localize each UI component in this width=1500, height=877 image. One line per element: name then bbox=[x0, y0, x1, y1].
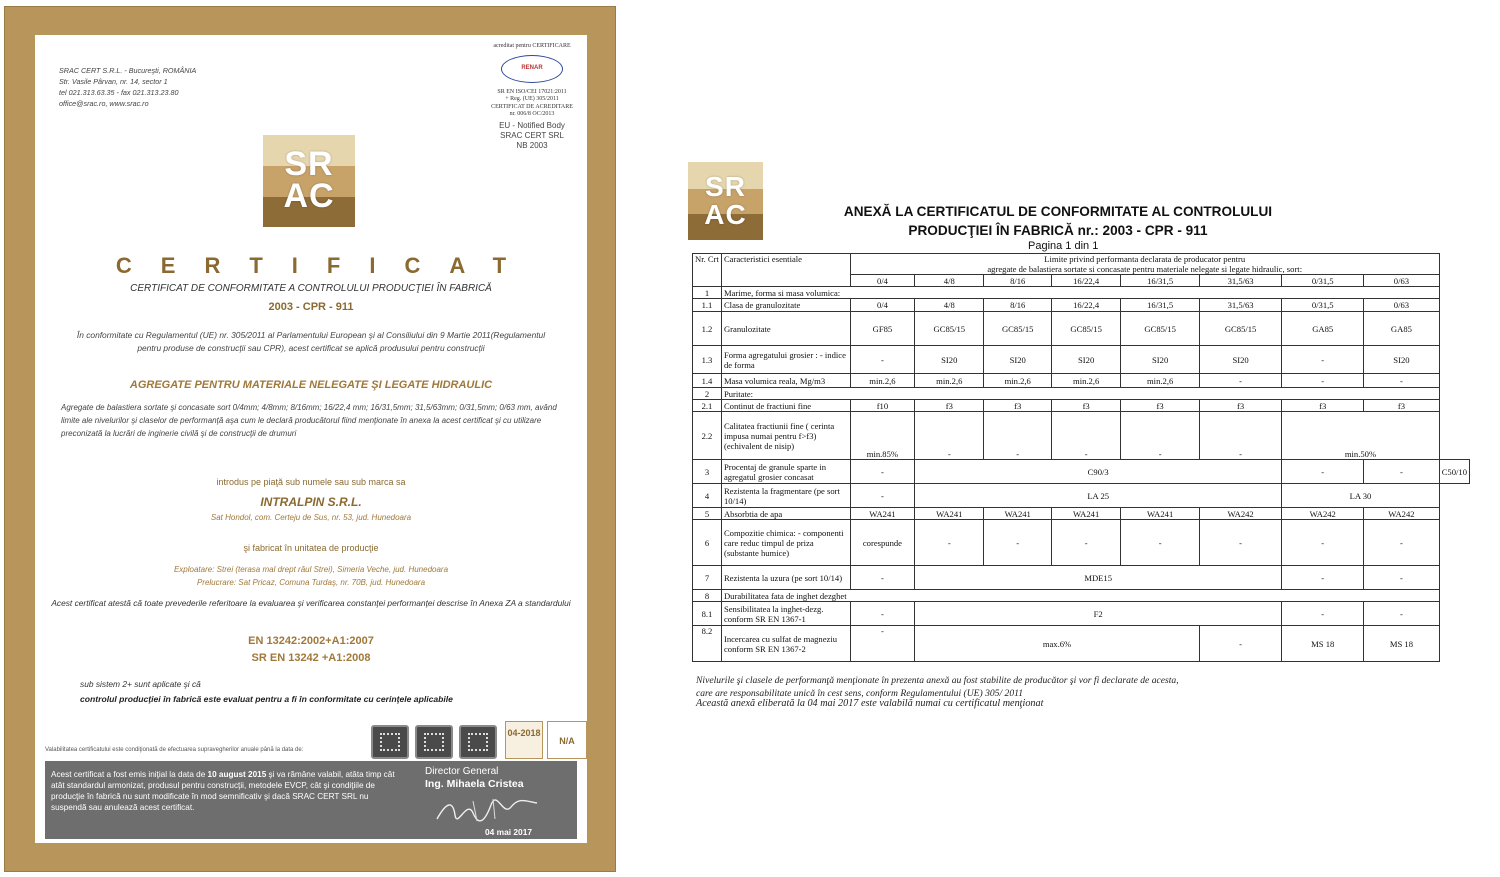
srac-logo-bottom: AC bbox=[704, 199, 747, 230]
table-cell: WA242 bbox=[1364, 508, 1440, 520]
table-cell: f10 bbox=[850, 400, 914, 412]
srac-logo bbox=[263, 135, 355, 227]
accreditation-line: CERTIFICAT DE ACREDITARE bbox=[491, 103, 573, 110]
table-cell: SI20 bbox=[1121, 346, 1200, 374]
table-cell: WA242 bbox=[1282, 508, 1364, 520]
table-cell: F2 bbox=[915, 602, 1282, 626]
issue-panel bbox=[45, 761, 577, 839]
introduced-text: introdus pe piaţă sub numele sau sub marca sa bbox=[216, 477, 406, 487]
row-characteristic: Rezistenta la uzura (pe sort 10/14) bbox=[721, 566, 850, 590]
renar-logo-text: RENAR bbox=[521, 64, 543, 71]
table-row bbox=[693, 299, 1470, 312]
table-cell: f3 bbox=[1282, 400, 1364, 412]
table-cell: GC85/15 bbox=[915, 312, 984, 346]
table-row bbox=[693, 400, 1470, 412]
validity-date-box: 04-2018 bbox=[505, 721, 543, 759]
table-cell: GC85/15 bbox=[1051, 312, 1120, 346]
row-characteristic: Clasa de granulozitate bbox=[721, 299, 850, 312]
table-cell: WA241 bbox=[1051, 508, 1120, 520]
table-cell: f3 bbox=[1051, 400, 1120, 412]
accreditation-line: nr. 006/8 OC/2013 bbox=[509, 111, 555, 117]
srac-logo-top: SR bbox=[284, 145, 334, 183]
row-characteristic: Calitatea fractiunii fine ( cerinta impusa numai pentru f>f3) (echivalent de nisip) bbox=[721, 412, 850, 460]
sort-header: 16/31,5 bbox=[1121, 275, 1200, 287]
table-cell: - bbox=[1364, 520, 1440, 566]
sort-header: 0/63 bbox=[1364, 275, 1440, 287]
notified-body-line: SRAC CERT SRL bbox=[500, 130, 564, 140]
footnote-line: care are responsabilitate unică în cest sens, conform Regulamentului (UE) 305/ 2011 bbox=[696, 688, 1024, 699]
table-cell: C90/3 bbox=[915, 460, 1282, 484]
issue-text bbox=[51, 769, 401, 813]
table-cell: - bbox=[1282, 460, 1364, 484]
table-cell: GF85 bbox=[850, 312, 914, 346]
table-row bbox=[693, 520, 1470, 566]
issuer-line: tel 021.313.63.35 - fax 021.313.23.80 bbox=[59, 88, 179, 97]
exploitation-line: Exploatare: Strei (terasa mal drept râul Strei), Simeria Veche, jud. Hunedoara bbox=[173, 565, 449, 574]
certificate-number: 2003 - CPR - 911 bbox=[268, 301, 354, 313]
issuer-address bbox=[59, 65, 196, 109]
signature-icon bbox=[433, 795, 541, 825]
annex-title bbox=[788, 202, 1328, 240]
issue-date: 10 august 2015 bbox=[207, 770, 267, 779]
row-number: 3 bbox=[693, 460, 722, 484]
page-number: Pagina 1 din 1 bbox=[1028, 240, 1099, 252]
table-cell: GA85 bbox=[1282, 312, 1364, 346]
table-cell: - bbox=[850, 346, 914, 374]
processing-line: Prelucrare: Sat Pricaz, Comuna Turdaş, nr. 70B, jud. Hunedoara bbox=[196, 578, 426, 587]
table-cell: WA241 bbox=[984, 508, 1052, 520]
row-characteristic: Compozitie chimica: - componenti care reduc timpul de priza (substante humice) bbox=[721, 520, 850, 566]
table-row bbox=[693, 590, 1470, 602]
table-cell: f3 bbox=[984, 400, 1052, 412]
table-cell: - bbox=[984, 520, 1052, 566]
table-row bbox=[693, 388, 1470, 400]
table-cell: - bbox=[1282, 346, 1364, 374]
table-cell: min.2,6 bbox=[915, 374, 984, 388]
table-cell: - bbox=[1199, 374, 1281, 388]
table-cell: - bbox=[850, 484, 914, 508]
row-characteristic: Puritate: bbox=[721, 388, 1439, 400]
row-number: 8 bbox=[693, 590, 722, 602]
table-cell: 4/8 bbox=[915, 299, 984, 312]
table-cell: - bbox=[915, 520, 984, 566]
row-number: 2.1 bbox=[693, 400, 722, 412]
srac-logo-top: SR bbox=[705, 171, 746, 202]
table-cell: - bbox=[850, 602, 914, 626]
subsystem-text: sub sistem 2+ sunt aplicate şi că bbox=[80, 679, 201, 689]
table-cell: 0/4 bbox=[850, 299, 914, 312]
table-cell: SI20 bbox=[1199, 346, 1281, 374]
table-cell: - bbox=[1282, 520, 1364, 566]
table-cell: 8/16 bbox=[984, 299, 1052, 312]
table-cell: - bbox=[1282, 566, 1364, 590]
table-cell: f3 bbox=[1121, 400, 1200, 412]
table-row bbox=[693, 312, 1470, 346]
table-cell: SI20 bbox=[1364, 346, 1440, 374]
table-cell: min.2,6 bbox=[1051, 374, 1120, 388]
row-characteristic: Marime, forma si masa volumica: bbox=[721, 287, 1439, 299]
performance-table bbox=[692, 253, 1470, 662]
company-name: INTRALPIN S.R.L. bbox=[260, 495, 362, 509]
certificate-frame bbox=[4, 6, 616, 872]
table-row bbox=[693, 287, 1470, 299]
notified-body bbox=[483, 121, 581, 151]
table-cell: GC85/15 bbox=[1199, 312, 1281, 346]
annex-footnote bbox=[696, 674, 1179, 700]
production-units bbox=[45, 563, 577, 589]
table-cell: WA241 bbox=[850, 508, 914, 520]
table-header-row bbox=[693, 254, 1470, 275]
product-description: Agregate de balastiera sortate şi concasate sort 0/4mm; 4/8mm; 8/16mm; 16/22,4 mm; 16/31,5mm; 31,5/63mm; 0/31,5mm; 0/63 mm, având limite ale nivelurilor şi claselor de performanţă aşa cum le declară producătorul fiind menţionate în anexa la acest certificat şi cu utilizare preconizată la lucrări de inginerie civilă şi de construcţii de drumuri bbox=[61, 403, 557, 438]
table-cell: 31,5/63 bbox=[1199, 299, 1281, 312]
header-limits-line: agregate de balastiera sortate si concasate pentru materiale nelegate si legate hidraulic, sort: bbox=[987, 264, 1303, 274]
conformity-text: În conformitate cu Regulamentul (UE) nr. 305/2011 al Parlamentului European şi al Consiliului din 9 Martie 2011(Regulamentul pentru produse de construcţii sau CPR), acest certificat se aplică produsului pentru construcţii bbox=[76, 330, 546, 353]
standard-line: EN 13242:2002+A1:2007 bbox=[248, 635, 374, 647]
row-number: 1.4 bbox=[693, 374, 722, 388]
row-characteristic: Procentaj de granule sparte in agregatul grosier concasat bbox=[721, 460, 850, 484]
table-cell: MDE15 bbox=[915, 566, 1282, 590]
table-row bbox=[693, 484, 1470, 508]
sort-header: 8/16 bbox=[984, 275, 1052, 287]
sort-header: 0/31,5 bbox=[1282, 275, 1364, 287]
accreditation-line: + Reg. (UE) 305/2011 bbox=[505, 96, 559, 102]
table-cell: min.2,6 bbox=[1121, 374, 1200, 388]
table-cell: 0/63 bbox=[1364, 299, 1440, 312]
issue-text-pre: Acest certificat a fost emis iniţial la data de bbox=[51, 770, 208, 779]
table-row bbox=[693, 460, 1470, 484]
table-cell: C50/10 bbox=[1439, 460, 1469, 484]
row-number: 8.1 bbox=[693, 602, 722, 626]
header-nr: Nr. Crt bbox=[693, 254, 722, 287]
table-cell: - bbox=[915, 412, 984, 460]
table-cell: WA241 bbox=[915, 508, 984, 520]
certificate-subtitle: CERTIFICAT DE CONFORMITATE A CONTROLULUI PRODUCŢIEI ÎN FABRICĂ bbox=[130, 283, 492, 294]
row-number: 6 bbox=[693, 520, 722, 566]
table-cell: SI20 bbox=[1051, 346, 1120, 374]
row-number: 1.2 bbox=[693, 312, 722, 346]
row-characteristic: Incercarea cu sulfat de magneziu conform SR EN 1367-2 bbox=[721, 626, 850, 662]
annex-title-line: ANEXĂ LA CERTIFICATUL DE CONFORMITATE AL CONTROLULUI bbox=[843, 204, 1273, 219]
row-characteristic: Forma agregatului grosier : - indice de forma bbox=[721, 346, 850, 374]
row-characteristic: Sensibilitatea la inghet-dezg. conform SR EN 1367-1 bbox=[721, 602, 850, 626]
table-cell: min.50% bbox=[1282, 412, 1439, 460]
table-row bbox=[693, 626, 1470, 662]
row-characteristic: Durabilitatea fata de inghet dezghet bbox=[721, 590, 1439, 602]
annex-title-line: PRODUCŢIEI ÎN FABRICĂ nr.: 2003 - CPR - 911 bbox=[908, 223, 1208, 238]
row-number: 4 bbox=[693, 484, 722, 508]
row-number: 1.1 bbox=[693, 299, 722, 312]
standard-line: SR EN 13242 +A1:2008 bbox=[251, 652, 371, 664]
table-cell: f3 bbox=[915, 400, 984, 412]
header-limits bbox=[850, 254, 1439, 275]
issue-text-post: şi va rămâne valabil, atâta timp cât atât standardul armonizat, produsul pentru construcţii, metodele EVCP, cât şi condiţiile de producţie în fabrică nu sunt modificate în mod semnificativ şi dacă SRAC CERT SRL nu suspendă sau anulează acest certificat. bbox=[51, 770, 395, 812]
table-cell: 16/31,5 bbox=[1121, 299, 1200, 312]
table-row bbox=[693, 374, 1470, 388]
table-cell: SI20 bbox=[984, 346, 1052, 374]
accreditation-line: SR EN ISO/CEI 17021:2011 bbox=[497, 88, 567, 95]
table-row bbox=[693, 602, 1470, 626]
director-name: Ing. Mihaela Cristea bbox=[425, 778, 524, 790]
table-cell: - bbox=[1199, 412, 1281, 460]
annex-page bbox=[688, 162, 1474, 722]
renar-logo bbox=[501, 55, 563, 83]
issuer-line: SRAC CERT S.R.L. - Bucureşti, ROMÂNIA bbox=[59, 66, 197, 75]
attest-text: Acest certificat atestă că toate prevederile referitoare la evaluarea şi verificarea constanţei performanţei descrise în Anexa ZA a standardului bbox=[51, 598, 571, 608]
row-number: 7 bbox=[693, 566, 722, 590]
table-cell: WA241 bbox=[1121, 508, 1200, 520]
table-row bbox=[693, 346, 1470, 374]
table-cell: WA242 bbox=[1199, 508, 1281, 520]
row-number: 1 bbox=[693, 287, 722, 299]
seal-icon bbox=[371, 725, 409, 759]
table-row bbox=[693, 412, 1470, 460]
srac-logo-bottom: AC bbox=[283, 177, 335, 215]
table-cell: - bbox=[1199, 520, 1281, 566]
table-cell: LA 30 bbox=[1282, 484, 1439, 508]
row-number: 8.2 bbox=[693, 626, 722, 662]
table-cell: - bbox=[850, 460, 914, 484]
table-cell: - bbox=[1051, 520, 1120, 566]
table-row bbox=[693, 508, 1470, 520]
certificate-title: CERTIFICAT bbox=[115, 253, 536, 278]
issuer-line: Str. Vasile Pârvan, nr. 14, sector 1 bbox=[59, 77, 168, 86]
table-cell: LA 25 bbox=[915, 484, 1282, 508]
issuer-line: office@srac.ro, www.srac.ro bbox=[59, 99, 149, 108]
table-cell: min.2,6 bbox=[850, 374, 914, 388]
product-name: AGREGATE PENTRU MATERIALE NELEGATE ŞI LEGATE HIDRAULIC bbox=[129, 379, 493, 391]
table-cell: - bbox=[850, 566, 914, 590]
row-number: 2.2 bbox=[693, 412, 722, 460]
control-text: controlul producţiei în fabrică este evaluat pentru a fi în conformitate cu cerinţele aplicabile bbox=[80, 694, 453, 704]
sort-header: 0/4 bbox=[850, 275, 914, 287]
table-cell: - bbox=[1364, 460, 1440, 484]
certificate-page bbox=[35, 35, 587, 843]
header-characteristics: Caracteristici esentiale bbox=[721, 254, 850, 287]
na-box: N/A bbox=[547, 721, 587, 759]
table-cell: - bbox=[1364, 602, 1440, 626]
table-cell: - bbox=[850, 626, 914, 662]
row-characteristic: Absorbtia de apa bbox=[721, 508, 850, 520]
table-cell: MS 18 bbox=[1282, 626, 1364, 662]
table-cell: MS 18 bbox=[1364, 626, 1440, 662]
standards bbox=[45, 633, 577, 667]
sort-header: 31,5/63 bbox=[1199, 275, 1281, 287]
srac-logo bbox=[688, 162, 763, 240]
table-cell: GA85 bbox=[1364, 312, 1440, 346]
table-cell: 0/31,5 bbox=[1282, 299, 1364, 312]
table-cell: - bbox=[1199, 626, 1281, 662]
fabricated-text: şi fabricat în unitatea de producţie bbox=[243, 543, 379, 553]
table-cell: - bbox=[1364, 374, 1440, 388]
row-number: 2 bbox=[693, 388, 722, 400]
row-number: 1.3 bbox=[693, 346, 722, 374]
table-cell: - bbox=[1121, 520, 1200, 566]
table-cell: - bbox=[984, 412, 1052, 460]
annex-validity-note: Această anexă eliberată la 04 mai 2017 este valabilă numai cu certificatul menţionat bbox=[696, 698, 1044, 709]
validity-text: Valabilitatea certificatului este condiţionată de efectuarea supravegherilor anuale până la data de: bbox=[45, 747, 304, 753]
table-cell: 16/22,4 bbox=[1051, 299, 1120, 312]
company-address: Sat Hondol, com. Certeju de Sus, nr. 53, jud. Hunedoara bbox=[210, 513, 412, 522]
table-cell: min.2,6 bbox=[984, 374, 1052, 388]
footnote-line: Nivelurile şi clasele de performanţă menţionate în prezenta anexă au fost stabilite de producător şi vor fi declarate de acesta, bbox=[696, 675, 1179, 686]
accreditation-top: acreditat pentru CERTIFICARE bbox=[493, 43, 571, 49]
row-characteristic: Masa volumica reala, Mg/m3 bbox=[721, 374, 850, 388]
table-cell: GC85/15 bbox=[984, 312, 1052, 346]
table-cell: - bbox=[1121, 412, 1200, 460]
table-cell: f3 bbox=[1199, 400, 1281, 412]
table-cell: GC85/15 bbox=[1121, 312, 1200, 346]
row-number: 5 bbox=[693, 508, 722, 520]
director-block bbox=[425, 765, 524, 791]
table-cell: corespunde bbox=[850, 520, 914, 566]
signature-date: 04 mai 2017 bbox=[485, 827, 533, 837]
row-characteristic: Continut de fractiuni fine bbox=[721, 400, 850, 412]
table-cell: - bbox=[1051, 412, 1120, 460]
notified-body-line: NB 2003 bbox=[516, 140, 548, 150]
row-characteristic: Rezistenta la fragmentare (pe sort 10/14) bbox=[721, 484, 850, 508]
table-cell: f3 bbox=[1364, 400, 1440, 412]
seal-icon bbox=[459, 725, 497, 759]
table-cell: max.6% bbox=[915, 626, 1200, 662]
sort-header: 16/22,4 bbox=[1051, 275, 1120, 287]
table-cell: - bbox=[1364, 566, 1440, 590]
table-cell: - bbox=[1282, 602, 1364, 626]
header-limits-line: Limite privind performanta declarata de producator pentru bbox=[1044, 254, 1246, 264]
row-characteristic: Granulozitate bbox=[721, 312, 850, 346]
table-cell: SI20 bbox=[915, 346, 984, 374]
notified-body-line: EU - Notified Body bbox=[499, 120, 565, 130]
table-cell: - bbox=[1282, 374, 1364, 388]
seal-icon bbox=[415, 725, 453, 759]
table-row bbox=[693, 566, 1470, 590]
sort-header: 4/8 bbox=[915, 275, 984, 287]
table-cell: min.85% bbox=[850, 412, 914, 460]
director-title: Director General bbox=[425, 766, 499, 777]
accreditation-block bbox=[483, 43, 581, 151]
